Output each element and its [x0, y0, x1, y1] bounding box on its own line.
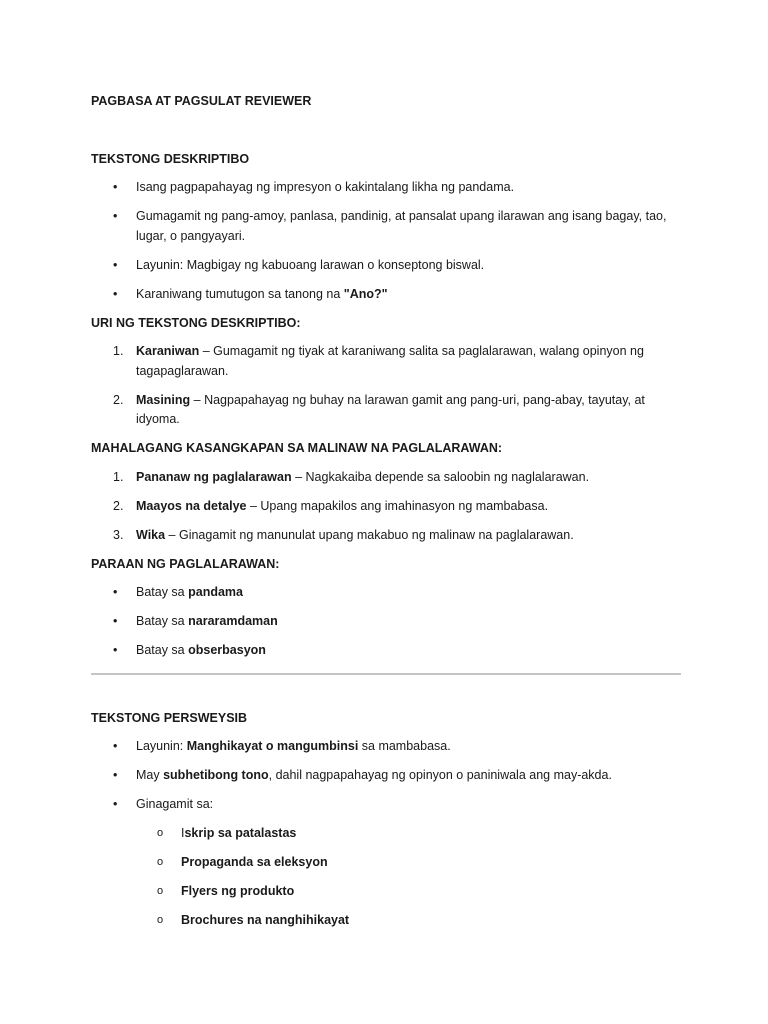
list-item-text: Ginagamit sa:	[136, 797, 214, 811]
sub-list-item	[91, 911, 681, 931]
list-item-text: – Nagkakaiba depende sa saloobin ng naglalarawan.	[291, 469, 590, 484]
sub-list-item	[91, 853, 681, 873]
list-number: 3.	[113, 527, 124, 542]
list-item-bold: obserbasyon	[188, 643, 266, 657]
list-number: 2.	[113, 498, 124, 513]
list-item	[91, 526, 681, 546]
list-item-text: Gumagamit ng pang-amoy, panlasa, pandinig, at pansalat upang ilarawan ang isang bagay, tao, lugar, o pangyayari.	[136, 209, 667, 243]
list-item-text: Layunin: Magbigay ng kabuoang larawan o konseptong biswal.	[136, 257, 485, 272]
list-item-text: Batay sa	[136, 614, 189, 628]
bullet-marker: •	[113, 614, 118, 628]
sub-bullet-marker: o	[157, 827, 164, 839]
list-item-bold: subhetibong tono	[163, 768, 269, 782]
sub-list-item-bold: Propaganda sa eleksyon	[181, 855, 328, 869]
list-item-text: May	[136, 768, 164, 782]
list-number: 2.	[113, 392, 124, 407]
bullet-marker: •	[113, 797, 118, 811]
list-item-text: – Nagpapahayag ng buhay na larawan gamit ang pang-uri, pang-abay, tayutay, at idyoma.	[136, 392, 645, 426]
kasangkapan-numbered-list	[91, 468, 681, 546]
list-item-bold: nararamdaman	[188, 614, 278, 628]
persweysib-bullet-list	[91, 737, 681, 931]
list-number: 1.	[113, 469, 124, 484]
list-item-bold: "Ano?"	[343, 286, 388, 301]
list-item	[91, 612, 681, 632]
section-heading-persweysib: TEKSTONG PERSWEYSIB	[91, 710, 248, 725]
list-item-text: Layunin:	[136, 739, 187, 753]
list-item-text: Batay sa	[136, 643, 189, 657]
bullet-marker: •	[113, 643, 118, 657]
bullet-marker: •	[113, 257, 118, 272]
sub-bullet-marker: o	[157, 856, 164, 868]
section-heading-deskriptibo: TEKSTONG DESKRIPTIBO	[91, 151, 250, 166]
document-page	[91, 92, 681, 940]
subheading-paraan: PARAAN NG PAGLALARAWAN:	[91, 556, 280, 571]
bullet-marker: •	[113, 209, 118, 223]
sub-list-item	[91, 882, 681, 902]
list-item	[91, 178, 681, 198]
list-item	[91, 285, 681, 305]
bullet-marker: •	[113, 585, 118, 599]
list-item	[91, 468, 681, 488]
list-item-text: – Upang mapakilos ang imahinasyon ng mambabasa.	[246, 498, 549, 513]
list-item	[91, 583, 681, 603]
sub-bullet-marker: o	[157, 914, 164, 926]
list-item-term: Karaniwan	[136, 344, 200, 358]
list-item-bold: Manghikayat o mangumbinsi	[186, 739, 359, 753]
list-item	[91, 737, 681, 757]
deskriptibo-bullet-list	[91, 178, 681, 304]
sub-list-item-bold: skrip sa patalastas	[184, 826, 297, 840]
list-item	[91, 497, 681, 517]
subheading-kasangkapan: MAHALAGANG KASANGKAPAN SA MALINAW NA PAGLALARAWAN:	[91, 441, 503, 455]
sub-list-item-bold: Brochures na nanghihikayat	[181, 913, 350, 927]
list-item-text: Karaniwang tumutugon sa tanong na	[136, 286, 344, 301]
list-number: 1.	[113, 344, 124, 358]
list-item	[91, 391, 681, 430]
bullet-marker: •	[113, 739, 118, 753]
list-item-bold: pandama	[188, 585, 244, 599]
list-item	[91, 641, 681, 661]
list-item-term: Wika	[136, 527, 166, 542]
list-item-text: Isang pagpapahayag ng impresyon o kakintalang likha ng pandama.	[136, 180, 515, 194]
bullet-marker: •	[113, 180, 118, 194]
horizontal-divider	[91, 673, 681, 675]
subheading-uri: URI NG TEKSTONG DESKRIPTIBO:	[91, 315, 301, 330]
document-title: PAGBASA AT PAGSULAT REVIEWER	[91, 94, 312, 108]
list-item	[91, 342, 681, 381]
uri-numbered-list	[91, 342, 681, 430]
sub-list-item-prefix: I	[181, 826, 185, 840]
list-item-term: Maayos na detalye	[136, 498, 247, 513]
sub-list-item	[91, 824, 681, 844]
list-item-text: Batay sa	[136, 585, 189, 599]
list-item	[91, 766, 681, 786]
bullet-marker: •	[113, 286, 118, 301]
sub-list-item-bold: Flyers ng produkto	[181, 884, 295, 898]
list-item-term: Masining	[136, 392, 191, 407]
list-item	[91, 256, 681, 276]
bullet-marker: •	[113, 768, 118, 782]
list-item-text-after: sa mambabasa.	[358, 739, 451, 753]
list-item	[91, 207, 681, 246]
list-item	[91, 795, 681, 815]
paraan-bullet-list	[91, 583, 681, 661]
list-item-text-after: , dahil nagpapahayag ng opinyon o paniniwala ang may-akda.	[268, 768, 612, 782]
list-item-term: Pananaw ng paglalarawan	[136, 469, 292, 484]
list-item-text: – Ginagamit ng manunulat upang makabuo ng malinaw na paglalarawan.	[165, 527, 574, 542]
sub-bullet-marker: o	[157, 885, 164, 897]
list-item-text: – Gumagamit ng tiyak at karaniwang salita sa paglalarawan, walang opinyon ng tagapaglarawan.	[136, 344, 644, 378]
